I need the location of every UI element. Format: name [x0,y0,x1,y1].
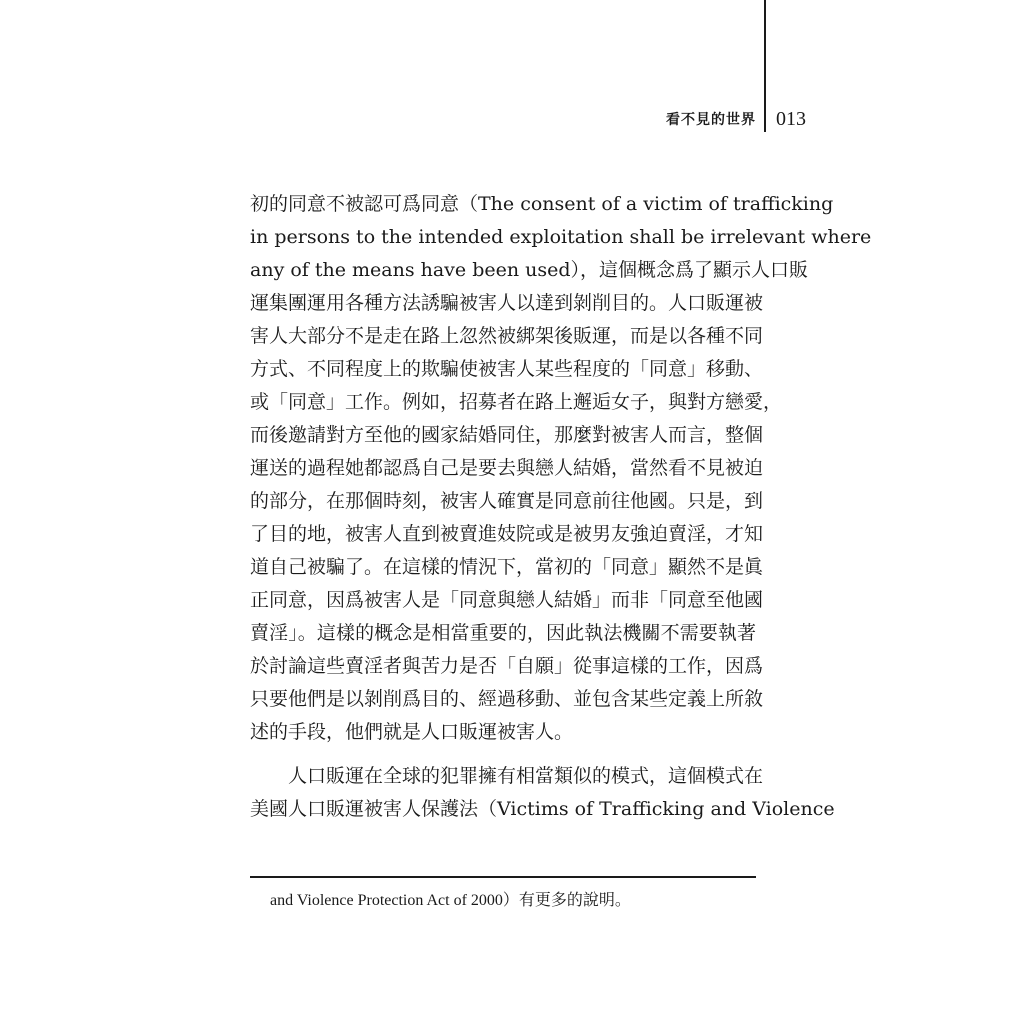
text-line: 道自己被騙了。在這樣的情況下，當初的「同意」顯然不是眞 [250,556,764,578]
text-line: 方式、不同程度上的欺騙使被害人某些程度的「同意」移動、 [250,358,764,380]
running-title: 看不見的世界 [666,112,756,128]
text-line: 或「同意」工作。例如，招募者在路上邂逅女子，與對方戀愛， [250,391,783,413]
paragraph-gap [250,749,756,760]
text-line: 運送的過程她都認爲自己是要去與戀人結婚，當然看不見被迫 [250,457,764,479]
text-line: in persons to the intended exploitation shall be irrelevant where [250,226,872,248]
text-line: 只要他們是以剝削爲目的、經過移動、並包含某些定義上所敘 [250,688,764,710]
text-line: any of the means have been used），這個概念爲了顯示人口販 [250,259,809,281]
text-line: 賣淫」。這樣的概念是相當重要的，因此執法機關不需要執著 [250,622,756,644]
footnote-rule [250,876,756,878]
text-line: 運集團運用各種方法誘騙被害人以達到剝削目的。人口販運被 [250,292,764,314]
text-line: 而後邀請對方至他的國家結婚同住，那麼對被害人而言，整個 [250,424,764,446]
text-line: 初的同意不被認可爲同意（The consent of a victim of trafficking [250,193,834,215]
text-line: 人口販運在全球的犯罪擁有相當類似的模式，這個模式在 [288,765,764,787]
footnote: and Violence Protection Act of 2000）有更多的說明。 [270,892,631,909]
text-line: 美國人口販運被害人保護法（Victims of Trafficking and Violence [250,798,835,820]
page-number: 013 [776,108,806,130]
text-line: 於討論這些賣淫者與苦力是否「自願」從事這樣的工作，因爲 [250,655,764,677]
text-line: 害人大部分不是走在路上忽然被綁架後販運，而是以各種不同 [250,325,764,347]
header-vertical-rule [764,0,766,132]
body-text [250,188,872,826]
text-line: 正同意，因爲被害人是「同意與戀人結婚」而非「同意至他國 [250,589,764,611]
text-line: 的部分，在那個時刻，被害人確實是同意前往他國。只是，到 [250,490,764,512]
text-line: 了目的地，被害人直到被賣進妓院或是被男友強迫賣淫，才知 [250,523,764,545]
text-line: 述的手段，他們就是人口販運被害人。 [250,721,574,743]
